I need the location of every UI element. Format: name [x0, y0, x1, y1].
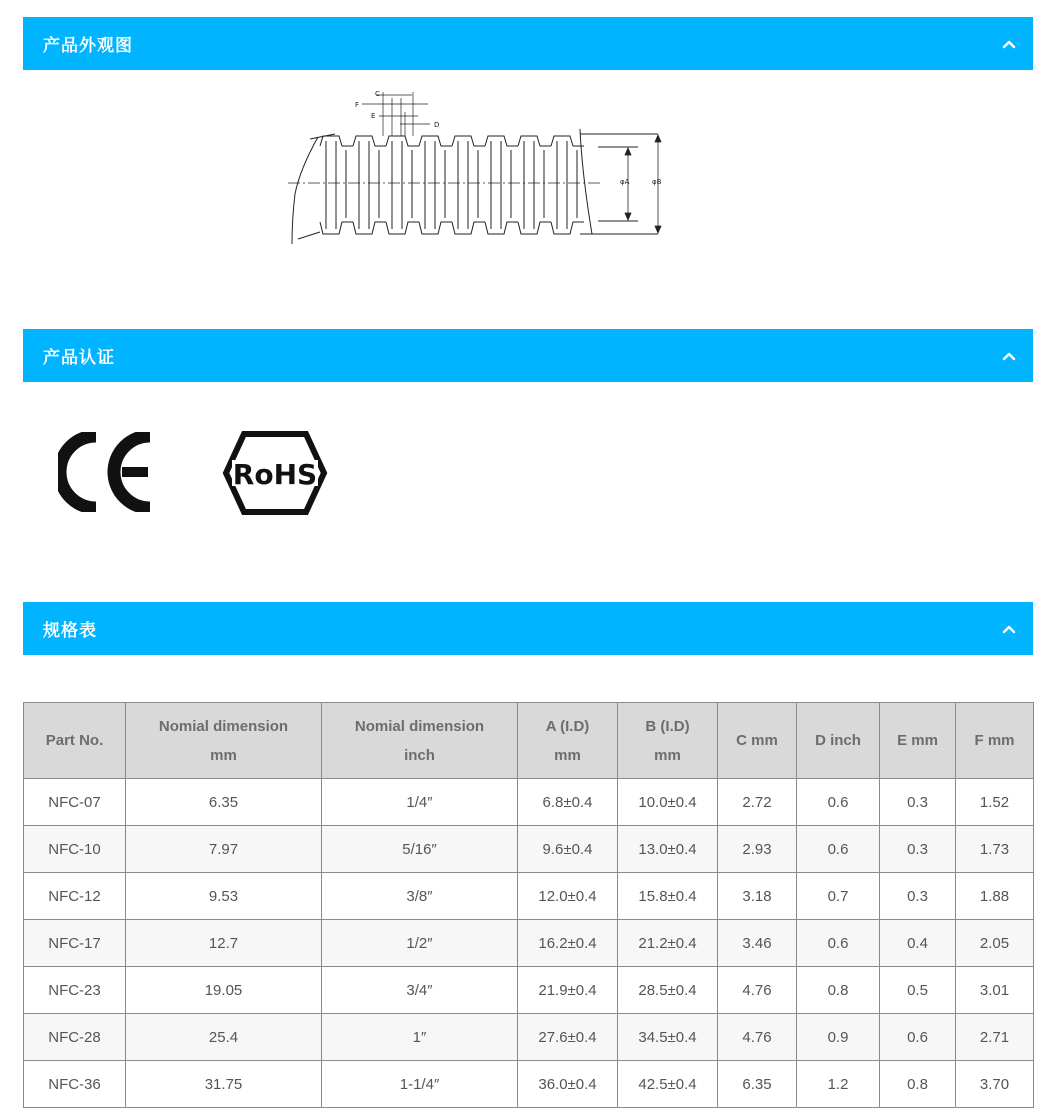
table-cell: 1/2″ [322, 920, 518, 967]
table-row [24, 1061, 1034, 1108]
table-cell: 1/4″ [322, 779, 518, 826]
column-header-label: Nomial dimension [354, 717, 485, 735]
table-cell: 16.2±0.4 [518, 920, 618, 967]
column-header-unit: mm [654, 746, 681, 764]
column-header-label: D inch [815, 732, 861, 749]
table-cell: 13.0±0.4 [618, 826, 718, 873]
table-cell: 0.6 [797, 779, 880, 826]
column-header-unit: inch [404, 746, 435, 764]
table-cell: 42.5±0.4 [618, 1061, 718, 1108]
rohs-logo [222, 430, 328, 516]
table-cell: 1-1/4″ [322, 1061, 518, 1108]
ce-mark-logo [58, 432, 158, 512]
chevron-up-icon[interactable] [1001, 348, 1017, 364]
column-header [24, 703, 126, 779]
table-header-row [24, 703, 1034, 779]
table-cell: 9.6±0.4 [518, 826, 618, 873]
table-cell: 0.8 [880, 1061, 956, 1108]
column-header-label: E mm [897, 732, 938, 749]
section-title: 产品认证 [43, 348, 115, 367]
table-cell: 0.7 [797, 873, 880, 920]
column-header [880, 703, 956, 779]
table-cell: 4.76 [718, 967, 797, 1014]
section-header-appearance[interactable] [23, 17, 1033, 70]
table-cell: 0.3 [880, 873, 956, 920]
table-cell: 36.0±0.4 [518, 1061, 618, 1108]
label-f: F [355, 101, 360, 109]
column-header-unit: mm [210, 746, 237, 764]
table-cell: 0.6 [880, 1014, 956, 1061]
table-cell: 0.3 [880, 779, 956, 826]
table-cell: 6.35 [718, 1061, 797, 1108]
table-cell: 10.0±0.4 [618, 779, 718, 826]
table-cell: 6.35 [126, 779, 322, 826]
table-cell: 1.88 [956, 873, 1034, 920]
table-cell: NFC-07 [24, 779, 126, 826]
table-cell: 1.52 [956, 779, 1034, 826]
column-header [126, 703, 322, 779]
table-row [24, 967, 1034, 1014]
table-cell: NFC-10 [24, 826, 126, 873]
column-header [618, 703, 718, 779]
table-cell: NFC-36 [24, 1061, 126, 1108]
label-e: E [371, 112, 376, 120]
table-cell: 1″ [322, 1014, 518, 1061]
column-header [718, 703, 797, 779]
column-header-label: A (I.D) [545, 717, 590, 735]
table-cell: NFC-28 [24, 1014, 126, 1061]
column-header [956, 703, 1034, 779]
conduit-dimension-diagram [280, 84, 680, 249]
table-cell: 27.6±0.4 [518, 1014, 618, 1061]
section-title: 产品外观图 [43, 36, 133, 55]
table-row [24, 920, 1034, 967]
table-cell: NFC-17 [24, 920, 126, 967]
chevron-up-icon[interactable] [1001, 36, 1017, 52]
column-header-label: F mm [974, 732, 1015, 749]
column-header-label: Part No. [45, 732, 104, 749]
table-row [24, 1014, 1034, 1061]
table-cell: 0.3 [880, 826, 956, 873]
label-b: φB [652, 178, 662, 186]
table-cell: 19.05 [126, 967, 322, 1014]
table-cell: 9.53 [126, 873, 322, 920]
table-cell: 25.4 [126, 1014, 322, 1061]
table-cell: 12.0±0.4 [518, 873, 618, 920]
table-row [24, 779, 1034, 826]
table-cell: 5/16″ [322, 826, 518, 873]
table-cell: 7.97 [126, 826, 322, 873]
table-cell: 1.2 [797, 1061, 880, 1108]
table-cell: 3.01 [956, 967, 1034, 1014]
column-header [518, 703, 618, 779]
table-cell: 31.75 [126, 1061, 322, 1108]
corrugation-profile [320, 136, 584, 234]
section-header-spec[interactable] [23, 602, 1033, 655]
table-cell: 0.8 [797, 967, 880, 1014]
table-cell: 6.8±0.4 [518, 779, 618, 826]
table-row [24, 873, 1034, 920]
column-header-unit: mm [554, 746, 581, 764]
table-cell: 34.5±0.4 [618, 1014, 718, 1061]
table-cell: 4.76 [718, 1014, 797, 1061]
spec-table [23, 702, 1034, 1108]
label-c: C [375, 90, 380, 98]
column-header [322, 703, 518, 779]
table-cell: 0.6 [797, 920, 880, 967]
table-cell: 3.46 [718, 920, 797, 967]
column-header-label: B (I.D) [645, 717, 690, 735]
table-cell: 2.93 [718, 826, 797, 873]
column-header-label: C mm [736, 732, 778, 749]
table-cell: 2.71 [956, 1014, 1034, 1061]
table-cell: 28.5±0.4 [618, 967, 718, 1014]
table-cell: 3/4″ [322, 967, 518, 1014]
column-header [797, 703, 880, 779]
chevron-up-icon[interactable] [1001, 621, 1017, 637]
table-cell: 1.73 [956, 826, 1034, 873]
table-cell: 15.8±0.4 [618, 873, 718, 920]
table-cell: 0.4 [880, 920, 956, 967]
table-cell: 0.6 [797, 826, 880, 873]
table-cell: 21.2±0.4 [618, 920, 718, 967]
section-header-certification[interactable] [23, 329, 1033, 382]
table-cell: 21.9±0.4 [518, 967, 618, 1014]
label-a: φA [620, 178, 630, 186]
section-title: 规格表 [43, 621, 97, 640]
column-header-label: Nomial dimension [158, 717, 289, 735]
table-cell: 0.5 [880, 967, 956, 1014]
table-cell: NFC-23 [24, 967, 126, 1014]
table-cell: 3.70 [956, 1061, 1034, 1108]
table-cell: 12.7 [126, 920, 322, 967]
table-cell: NFC-12 [24, 873, 126, 920]
table-cell: 2.72 [718, 779, 797, 826]
table-row [24, 826, 1034, 873]
table-cell: 3.18 [718, 873, 797, 920]
table-cell: 2.05 [956, 920, 1034, 967]
rohs-logo-text: RoHS [232, 458, 318, 491]
table-cell: 3/8″ [322, 873, 518, 920]
label-d: D [434, 121, 440, 129]
table-cell: 0.9 [797, 1014, 880, 1061]
